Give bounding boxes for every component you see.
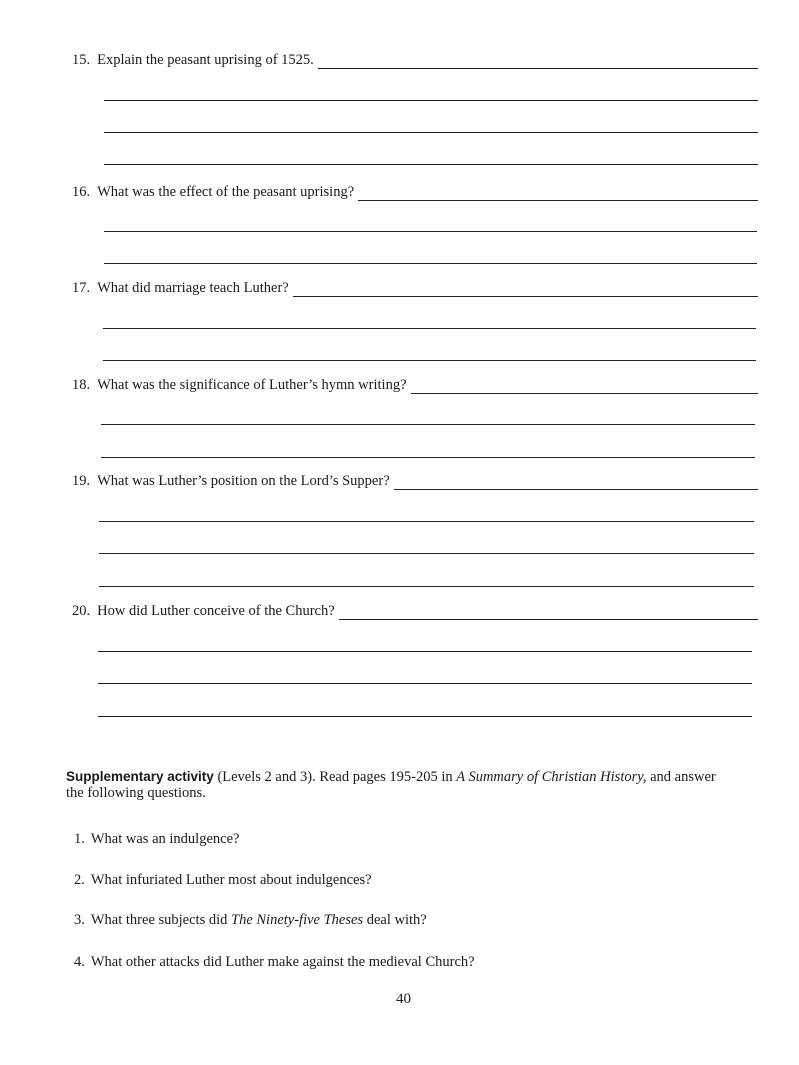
supplementary-read-text: Read pages 195-205 in — [319, 769, 453, 785]
answer-line[interactable] — [104, 164, 758, 165]
question-16 — [72, 183, 758, 201]
question-number: 20. — [72, 603, 91, 619]
question-18 — [72, 376, 758, 394]
question-text: What three subjects did — [90, 912, 228, 928]
supplementary-levels: (Levels 2 and 3). — [217, 769, 316, 785]
question-text: Explain the peasant uprising of 1525. — [97, 52, 314, 68]
question-text: What was an indulgence? — [90, 831, 240, 847]
question-number: 19. — [72, 473, 91, 489]
answer-line[interactable] — [318, 56, 758, 69]
question-number: 17. — [72, 280, 91, 296]
answer-line[interactable] — [104, 263, 757, 264]
page-number: 40 — [396, 991, 411, 1007]
supplementary-label: Supplementary activity — [66, 769, 214, 784]
answer-line[interactable] — [293, 284, 758, 297]
answer-line[interactable] — [98, 716, 752, 717]
question-number: 1. — [74, 831, 85, 847]
answer-line[interactable] — [99, 586, 754, 587]
question-text: How did Luther conceive of the Church? — [97, 603, 335, 619]
question-20 — [72, 602, 758, 620]
answer-line[interactable] — [101, 424, 755, 425]
answer-line[interactable] — [99, 553, 754, 554]
question-number: 16. — [72, 184, 91, 200]
question-text: What was the significance of Luther’s hymn writing? — [97, 377, 407, 393]
question-text: What other attacks did Luther make against the medieval Church? — [90, 954, 475, 970]
question-17 — [72, 279, 758, 297]
question-text: What did marriage teach Luther? — [97, 280, 289, 296]
supplementary-question-4 — [74, 954, 475, 971]
question-text: What was Luther’s position on the Lord’s Supper? — [97, 473, 390, 489]
question-text-end: deal with? — [366, 912, 427, 928]
answer-line[interactable] — [104, 132, 758, 133]
supplementary-instructions — [66, 769, 736, 801]
question-number: 2. — [74, 872, 85, 888]
question-number: 15. — [72, 52, 91, 68]
answer-line[interactable] — [104, 231, 757, 232]
question-number: 4. — [74, 954, 85, 970]
supplementary-question-1 — [74, 831, 239, 848]
answer-line[interactable] — [98, 651, 752, 652]
answer-line[interactable] — [101, 457, 755, 458]
answer-line[interactable] — [103, 360, 756, 361]
answer-line[interactable] — [99, 521, 754, 522]
question-number: 3. — [74, 912, 85, 928]
supplementary-tail: and answer the following questions. — [66, 769, 716, 801]
answer-line[interactable] — [104, 100, 758, 101]
answer-line[interactable] — [103, 328, 756, 329]
answer-line[interactable] — [411, 381, 758, 394]
theses-title: The Ninety-five Theses — [231, 912, 364, 928]
answer-line[interactable] — [358, 188, 758, 201]
question-text: What infuriated Luther most about indulgences? — [90, 872, 372, 888]
answer-line[interactable] — [394, 477, 758, 490]
book-title: A Summary of Christian History, — [456, 769, 647, 785]
question-number: 18. — [72, 377, 91, 393]
supplementary-question-3 — [74, 912, 427, 929]
answer-line[interactable] — [98, 683, 752, 684]
question-text: What was the effect of the peasant uprising? — [97, 184, 355, 200]
question-19 — [72, 472, 758, 490]
question-15 — [72, 51, 758, 69]
supplementary-question-2 — [74, 872, 372, 889]
answer-line[interactable] — [339, 607, 758, 620]
